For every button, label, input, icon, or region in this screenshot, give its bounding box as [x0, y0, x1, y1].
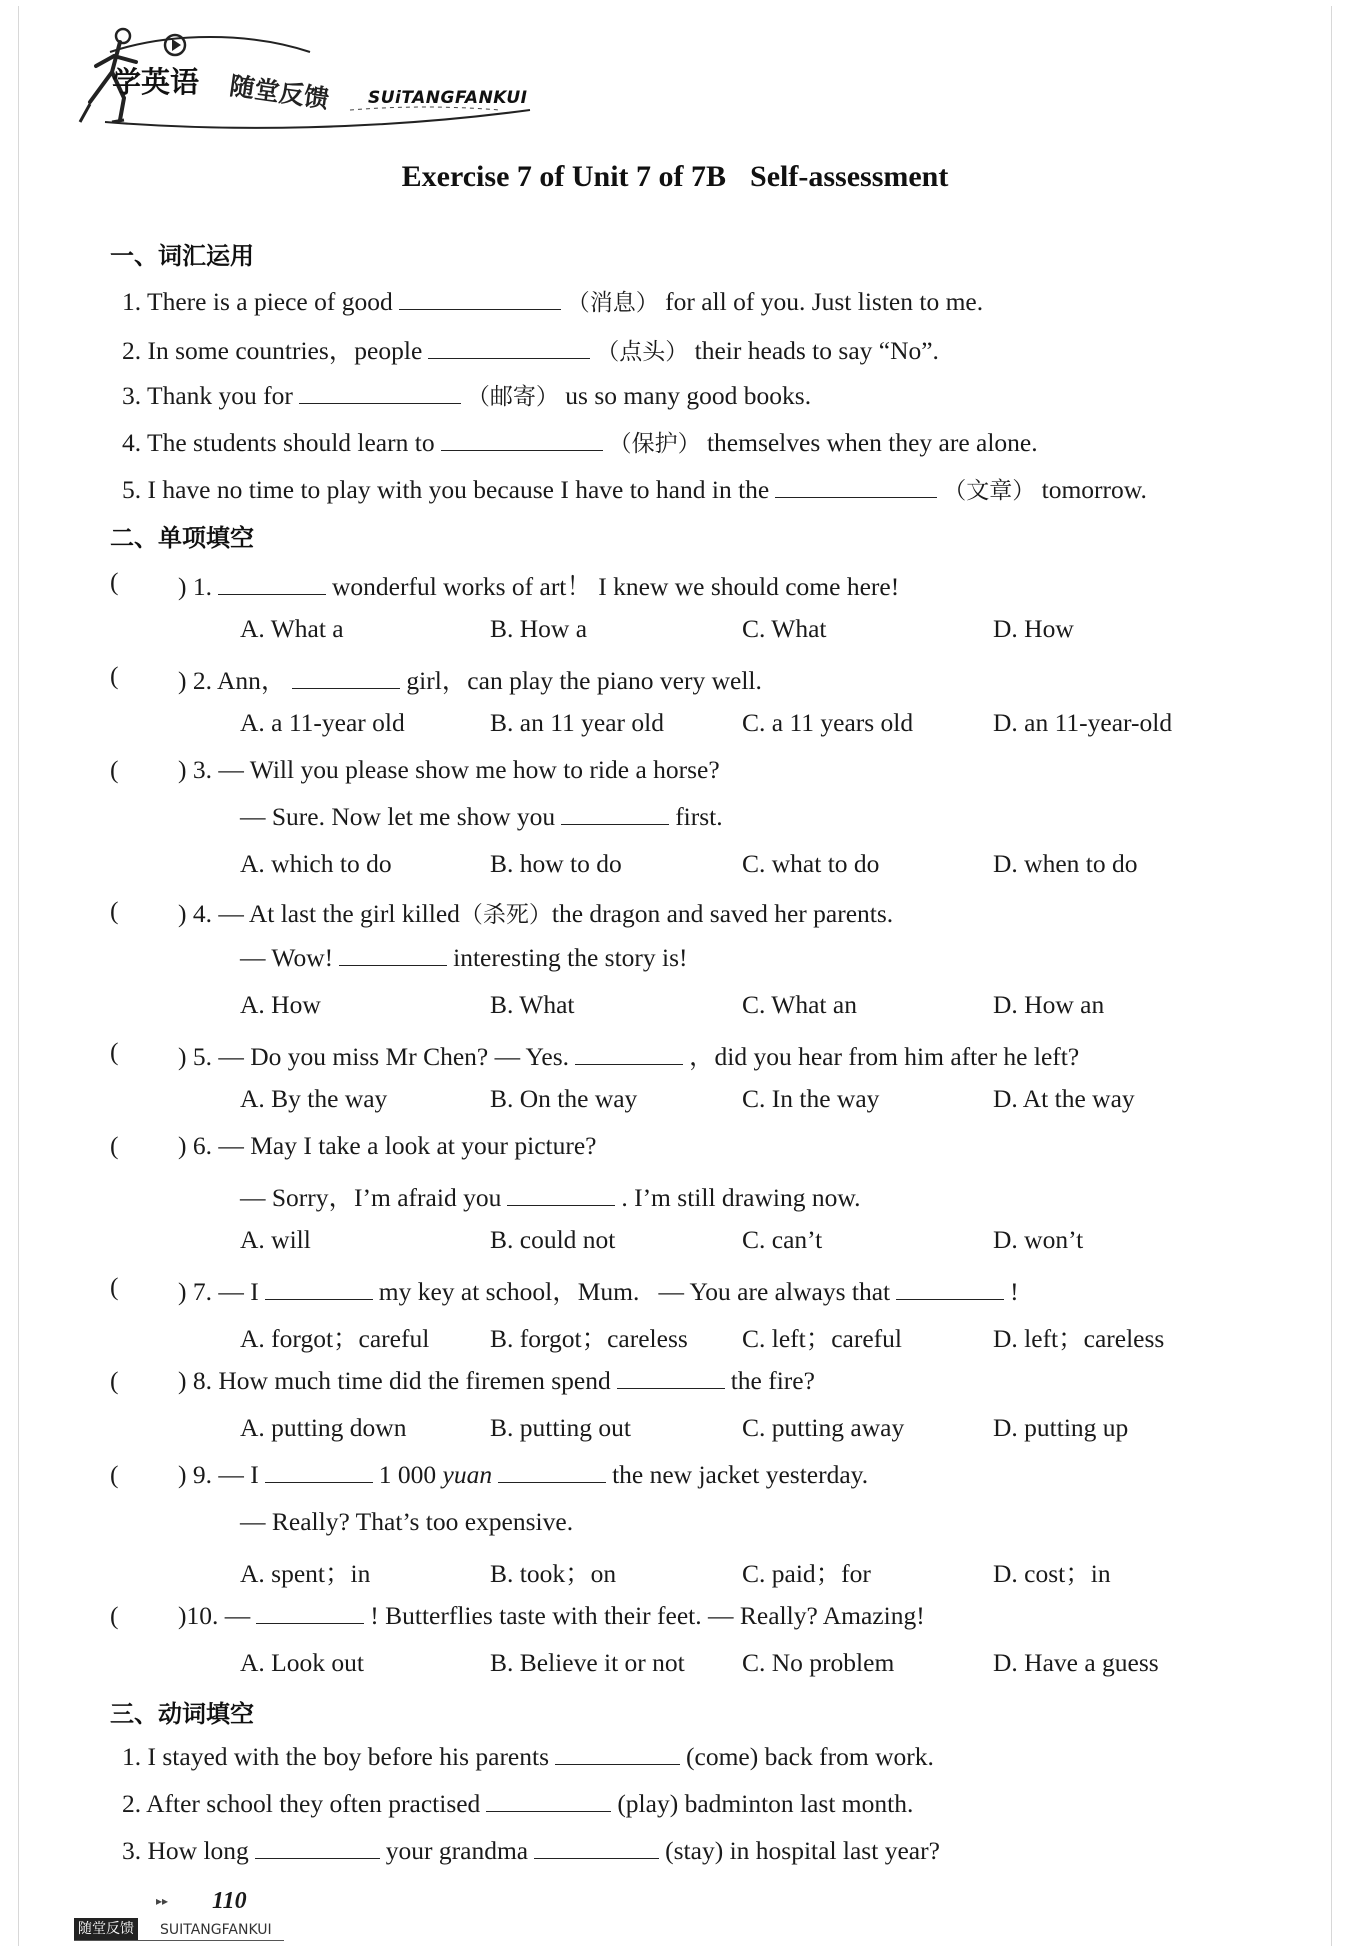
vocab-item-1: 1. There is a piece of good （消息） for all of you. Just listen to me.	[122, 287, 984, 316]
brand-handwriting: 随堂反馈	[227, 71, 331, 114]
mc-question-2: ) 2. Ann， girl，can play the piano very well.	[178, 666, 762, 695]
answer-blank[interactable]	[575, 1042, 683, 1065]
answer-blank[interactable]	[896, 1277, 1004, 1300]
answer-blank[interactable]	[299, 381, 461, 404]
option-b[interactable]: B. an 11 year old	[490, 708, 664, 737]
option-a[interactable]: A. which to do	[240, 849, 392, 878]
mc-question-5: ) 5. — Do you miss Mr Chen? — Yes. ，did you hear from him after he left?	[178, 1042, 1080, 1071]
option-a[interactable]: A. What a	[240, 614, 344, 643]
answer-blank[interactable]	[555, 1742, 680, 1765]
option-d[interactable]: D. How	[993, 614, 1074, 643]
answer-blank[interactable]	[441, 428, 603, 451]
option-a[interactable]: A. Look out	[240, 1648, 364, 1677]
answer-blank[interactable]	[534, 1836, 659, 1859]
mc-question-10: )10. — ! Butterflies taste with their feet. — Really? Amazing!	[178, 1601, 925, 1630]
title-exercise: Exercise 7 of Unit 7 of 7B	[401, 160, 727, 193]
answer-bracket[interactable]: (	[110, 1131, 119, 1160]
mc-options-2	[240, 708, 1290, 742]
option-c[interactable]: C. paid；for	[742, 1559, 871, 1588]
mc-question-9-reply: — Really? That’s too expensive.	[240, 1507, 574, 1536]
answer-blank[interactable]	[265, 1277, 373, 1300]
section-heading-verb-fill: 三、动词填空	[110, 1700, 254, 1728]
option-b[interactable]: B. putting out	[490, 1413, 631, 1442]
option-d[interactable]: D. How an	[993, 990, 1105, 1019]
option-b[interactable]: B. On the way	[490, 1084, 638, 1113]
answer-blank[interactable]	[292, 666, 400, 689]
mc-options-4	[240, 990, 1290, 1024]
option-a[interactable]: A. spent；in	[240, 1559, 371, 1588]
answer-bracket[interactable]: (	[110, 896, 119, 925]
mc-question-3: ) 3. — Will you please show me how to ride a horse?	[178, 755, 720, 784]
verb-item-3: 3. How long your grandma (stay) in hospital last year?	[122, 1836, 940, 1865]
option-b[interactable]: B. What	[490, 990, 575, 1019]
mc-options-9	[240, 1554, 1290, 1588]
option-a[interactable]: A. will	[240, 1225, 311, 1254]
option-a[interactable]: A. By the way	[240, 1084, 388, 1113]
verb-item-1: 1. I stayed with the boy before his parents (come) back from work.	[122, 1742, 934, 1771]
mc-question-9: ) 9. — I 1 000 yuan the new jacket yesterday.	[178, 1460, 869, 1489]
option-b[interactable]: B. How a	[490, 614, 588, 643]
option-c[interactable]: C. What	[742, 614, 827, 643]
option-d[interactable]: D. Have a guess	[993, 1648, 1159, 1677]
answer-bracket[interactable]: (	[110, 1272, 119, 1301]
mc-options-10	[240, 1648, 1290, 1682]
answer-blank[interactable]	[339, 943, 447, 966]
option-a[interactable]: A. forgot；careful	[240, 1324, 430, 1353]
footer-pinyin: SUITANGFANKUI	[160, 1922, 272, 1938]
answer-bracket[interactable]: (	[110, 567, 119, 596]
mc-options-5	[240, 1084, 1290, 1118]
answer-blank[interactable]	[399, 287, 561, 310]
option-c[interactable]: C. can’t	[742, 1225, 823, 1254]
option-b[interactable]: B. could not	[490, 1225, 616, 1254]
answer-blank[interactable]	[486, 1789, 611, 1812]
option-d[interactable]: D. putting up	[993, 1413, 1129, 1442]
vocab-item-4: 4. The students should learn to （保护） themselves when they are alone.	[122, 428, 1038, 457]
answer-bracket[interactable]: (	[110, 755, 119, 784]
vocab-item-5: 5. I have no time to play with you because I have to hand in the （文章） tomorrow.	[122, 475, 1147, 504]
option-b[interactable]: B. took；on	[490, 1559, 617, 1588]
mc-question-6: ) 6. — May I take a look at your picture?	[178, 1131, 597, 1160]
answer-blank[interactable]	[775, 475, 937, 498]
answer-blank[interactable]	[617, 1366, 725, 1389]
option-c[interactable]: C. What an	[742, 990, 857, 1019]
option-c[interactable]: C. In the way	[742, 1084, 880, 1113]
answer-blank[interactable]	[498, 1460, 606, 1483]
answer-blank[interactable]	[255, 1836, 380, 1859]
mc-options-7	[240, 1319, 1290, 1353]
brand-pinyin: SUiTANGFANKUI	[368, 88, 528, 108]
option-c[interactable]: C. a 11 years old	[742, 708, 914, 737]
option-c[interactable]: C. putting away	[742, 1413, 905, 1442]
answer-bracket[interactable]: (	[110, 1037, 119, 1066]
mc-question-6-reply: — Sorry，I’m afraid you . I’m still drawing now.	[240, 1183, 861, 1212]
mc-question-3-reply: — Sure. Now let me show you first.	[240, 802, 723, 831]
option-d[interactable]: D. cost；in	[993, 1559, 1111, 1588]
vocab-item-3: 3. Thank you for （邮寄） us so many good books.	[122, 381, 812, 410]
brand-title: 学英语	[112, 65, 200, 99]
answer-blank[interactable]	[561, 802, 669, 825]
footer-divider	[74, 1940, 284, 1941]
vocab-item-2: 2. In some countries，people （点头） their heads to say “No”.	[122, 336, 939, 365]
option-d[interactable]: D. left；careless	[993, 1324, 1165, 1353]
answer-bracket[interactable]: (	[110, 1460, 119, 1489]
option-a[interactable]: A. a 11-year old	[240, 708, 405, 737]
answer-bracket[interactable]: (	[110, 661, 119, 690]
verb-item-2: 2. After school they often practised (play) badminton last month.	[122, 1789, 914, 1818]
answer-blank[interactable]	[265, 1460, 373, 1483]
mc-options-6	[240, 1225, 1290, 1259]
mc-question-4-reply: — Wow! interesting the story is!	[240, 943, 688, 972]
mc-options-8	[240, 1413, 1290, 1447]
answer-blank[interactable]	[507, 1183, 615, 1206]
option-a[interactable]: A. putting down	[240, 1413, 407, 1442]
mc-question-7: ) 7. — I my key at school，Mum. — You are always that !	[178, 1277, 1019, 1306]
double-arrow-icon: ▸▸	[156, 1894, 169, 1908]
title-self-assessment: Self-assessment	[750, 160, 949, 193]
mc-question-4: ) 4. — At last the girl killed（杀死）the dragon and saved her parents.	[178, 899, 894, 928]
answer-blank[interactable]	[218, 572, 326, 595]
mc-question-1: ) 1. wonderful works of art！ I knew we should come here!	[178, 572, 900, 601]
option-c[interactable]: C. left；careful	[742, 1324, 903, 1353]
page-title	[0, 160, 1350, 194]
option-d[interactable]: D. won’t	[993, 1225, 1084, 1254]
option-a[interactable]: A. How	[240, 990, 321, 1019]
mc-options-3	[240, 849, 1290, 883]
option-d[interactable]: D. an 11-year-old	[993, 708, 1173, 737]
option-b[interactable]: B. Believe it or not	[490, 1648, 685, 1677]
option-b[interactable]: B. how to do	[490, 849, 622, 878]
section-heading-vocabulary: 一、词汇运用	[110, 242, 254, 270]
option-d[interactable]: D. when to do	[993, 849, 1138, 878]
answer-bracket[interactable]: (	[110, 1601, 119, 1630]
answer-blank[interactable]	[428, 336, 590, 359]
section-heading-multiple-choice: 二、单项填空	[110, 524, 254, 552]
header-logo	[50, 22, 570, 132]
answer-blank[interactable]	[256, 1601, 364, 1624]
mc-question-8: ) 8. How much time did the firemen spend the fire?	[178, 1366, 815, 1395]
option-b[interactable]: B. forgot；careless	[490, 1324, 688, 1353]
footer-brand: 随堂反馈	[74, 1918, 138, 1940]
page-number: 110	[212, 1888, 247, 1914]
mc-options-1	[240, 614, 1290, 648]
option-c[interactable]: C. No problem	[742, 1648, 895, 1677]
option-d[interactable]: D. At the way	[993, 1084, 1135, 1113]
answer-bracket[interactable]: (	[110, 1366, 119, 1395]
option-c[interactable]: C. what to do	[742, 849, 880, 878]
